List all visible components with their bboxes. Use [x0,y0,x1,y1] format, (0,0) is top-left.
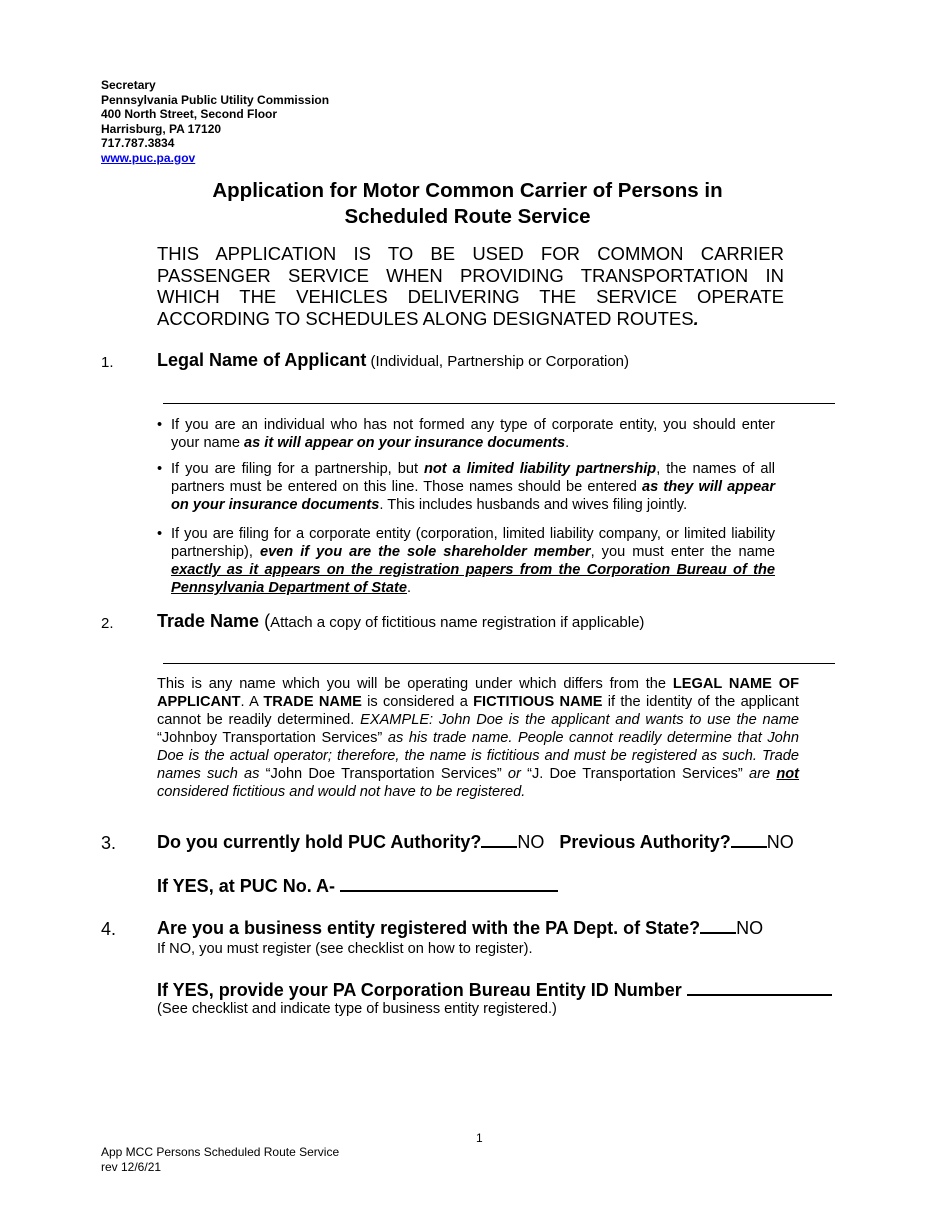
q4-heading [157,918,763,939]
q3-label-current: Do you currently hold PUC Authority? [157,832,482,852]
q3-number: 3. [101,833,117,853]
intro-body: THIS APPLICATION IS TO BE USED FOR COMMON CARRIER PASSENGER SERVICE WHEN PROVIDING TRANSPORTATION IN WHICH THE VEHICLES DELIVERING THE SERVICE OPERATE ACCORDING TO SCHEDULES ALONG DESIGNATED ROUTES [157,243,784,329]
q4-yes-note: (See checklist and indicate type of business entity registered.) [157,1001,557,1017]
q3-no-current: NO [517,832,545,852]
bullet-emphasis: not a limited liability partnership [423,461,657,477]
bullet-text: , the names of all partners must be entered on this line. Those names should be entered [171,461,776,495]
q3-yes-line [157,876,558,897]
q3-heading [157,832,794,853]
q1-sub: (Individual, Partnership or Corporation) [366,353,629,370]
entity-id-input[interactable] [687,994,832,996]
list-item [157,416,775,452]
para-italic: as his trade name. People cannot readily determine that John Doe is the actual operator; therefore, the name is fictitious and must be registered as such. Trade names such as [157,730,799,782]
q2-number: 2. [101,615,114,632]
bullet-text: . This includes husbands and wives filing jointly. [379,497,688,513]
q1-label: Legal Name of Applicant [157,350,367,370]
para-text: . A [240,694,264,710]
current-authority-yes-blank[interactable] [481,846,517,848]
bullet-emphasis: as it will appear on your insurance documents [244,435,566,451]
q1-heading [157,350,629,371]
q2-heading [157,611,644,632]
trade-name-explanation [157,675,799,801]
q2-sub: Attach a copy of fictitious name registration if applicable) [270,614,645,631]
q4-note: If NO, you must register (see checklist on how to register). [157,941,533,957]
registered-yes-blank[interactable] [700,932,736,934]
para-bold: TRADE NAME [263,694,362,710]
q4-no: NO [736,918,764,938]
page-number: 1 [476,1131,483,1145]
commission-address [101,78,329,165]
list-item [157,525,775,597]
address-city: Harrisburg, PA 17120 [101,121,222,136]
bullet-text: , you must enter the name [590,544,775,560]
previous-authority-yes-blank[interactable] [731,846,767,848]
q4-number: 4. [101,919,117,939]
q4-yes-line [157,980,832,1001]
bullet-emphasis: exactly as it appears on the registration papers from the Corporation Bureau of the Pennsylvania Department of State [171,562,775,596]
q2-paren: ( [259,611,271,631]
bullet-text: If you are an individual who has not formed any type of corporate entity, you should enter your name [171,417,775,451]
puc-website-link[interactable]: www.puc.pa.gov [101,150,196,165]
q2-label: Trade Name [157,611,260,631]
bullet-emphasis: as they will appear on your insurance documents [171,479,776,513]
bullet-text: . [407,580,412,596]
intro-end: . [693,307,699,329]
q3-yes-label: If YES, at PUC No. A- [157,876,336,896]
para-italic: or [501,766,528,782]
para-italic: considered fictitious and would not have to be registered. [157,784,526,800]
legal-name-instructions [157,416,775,597]
puc-number-input[interactable] [340,890,558,892]
para-bold: LEGAL NAME OF APPLICANT [157,676,799,710]
address-commission: Pennsylvania Public Utility Commission [101,92,330,107]
trade-name-input-line[interactable] [163,663,835,664]
para-text: “John Doe Transportation Services” [265,766,502,782]
footer-revision: rev 12/6/21 [101,1159,162,1174]
intro-text [157,243,784,329]
q3-label-previous: Previous Authority? [559,832,731,852]
q4-yes-label: If YES, provide your PA Corporation Bureau Entity ID Number [157,980,682,1000]
para-bold: FICTITIOUS NAME [473,694,603,710]
para-text: “Johnboy Transportation Services” [157,730,383,746]
q1-number: 1. [101,354,114,371]
para-italic: are [742,766,777,782]
para-text: if the identity of the applicant cannot be readily determined. [157,694,799,728]
title-line-2: Scheduled Route Service [344,205,591,228]
para-emphasis: not [776,766,800,782]
bullet-text: If you are filing for a corporate entity (corporation, limited liability company, or limited liability partnership), [171,526,775,560]
bullet-emphasis: even if you are the sole shareholder member [259,544,591,560]
footer [101,1145,339,1174]
address-phone: 717.787.3834 [101,136,175,150]
para-text: This is any name which you will be operating under which differs from the [157,676,673,692]
bullet-text: If you are filing for a partnership, but [171,461,424,477]
address-secretary: Secretary [101,78,156,92]
address-street: 400 North Street, Second Floor [101,107,278,121]
q4-label: Are you a business entity registered with the PA Dept. of State? [157,918,701,938]
page-title [150,178,785,230]
list-item [157,460,775,514]
bullet-text: . [565,435,570,451]
footer-form-name: App MCC Persons Scheduled Route Service [101,1145,340,1159]
para-text: is considered a [361,694,474,710]
q3-no-previous: NO [766,832,794,852]
legal-name-input-line[interactable] [163,403,835,404]
para-text: “J. Doe Transportation Services” [527,766,743,782]
para-italic: EXAMPLE: John Doe is the applicant and wants to use the name [360,712,799,728]
title-line-1: Application for Motor Common Carrier of Persons in [212,179,723,202]
